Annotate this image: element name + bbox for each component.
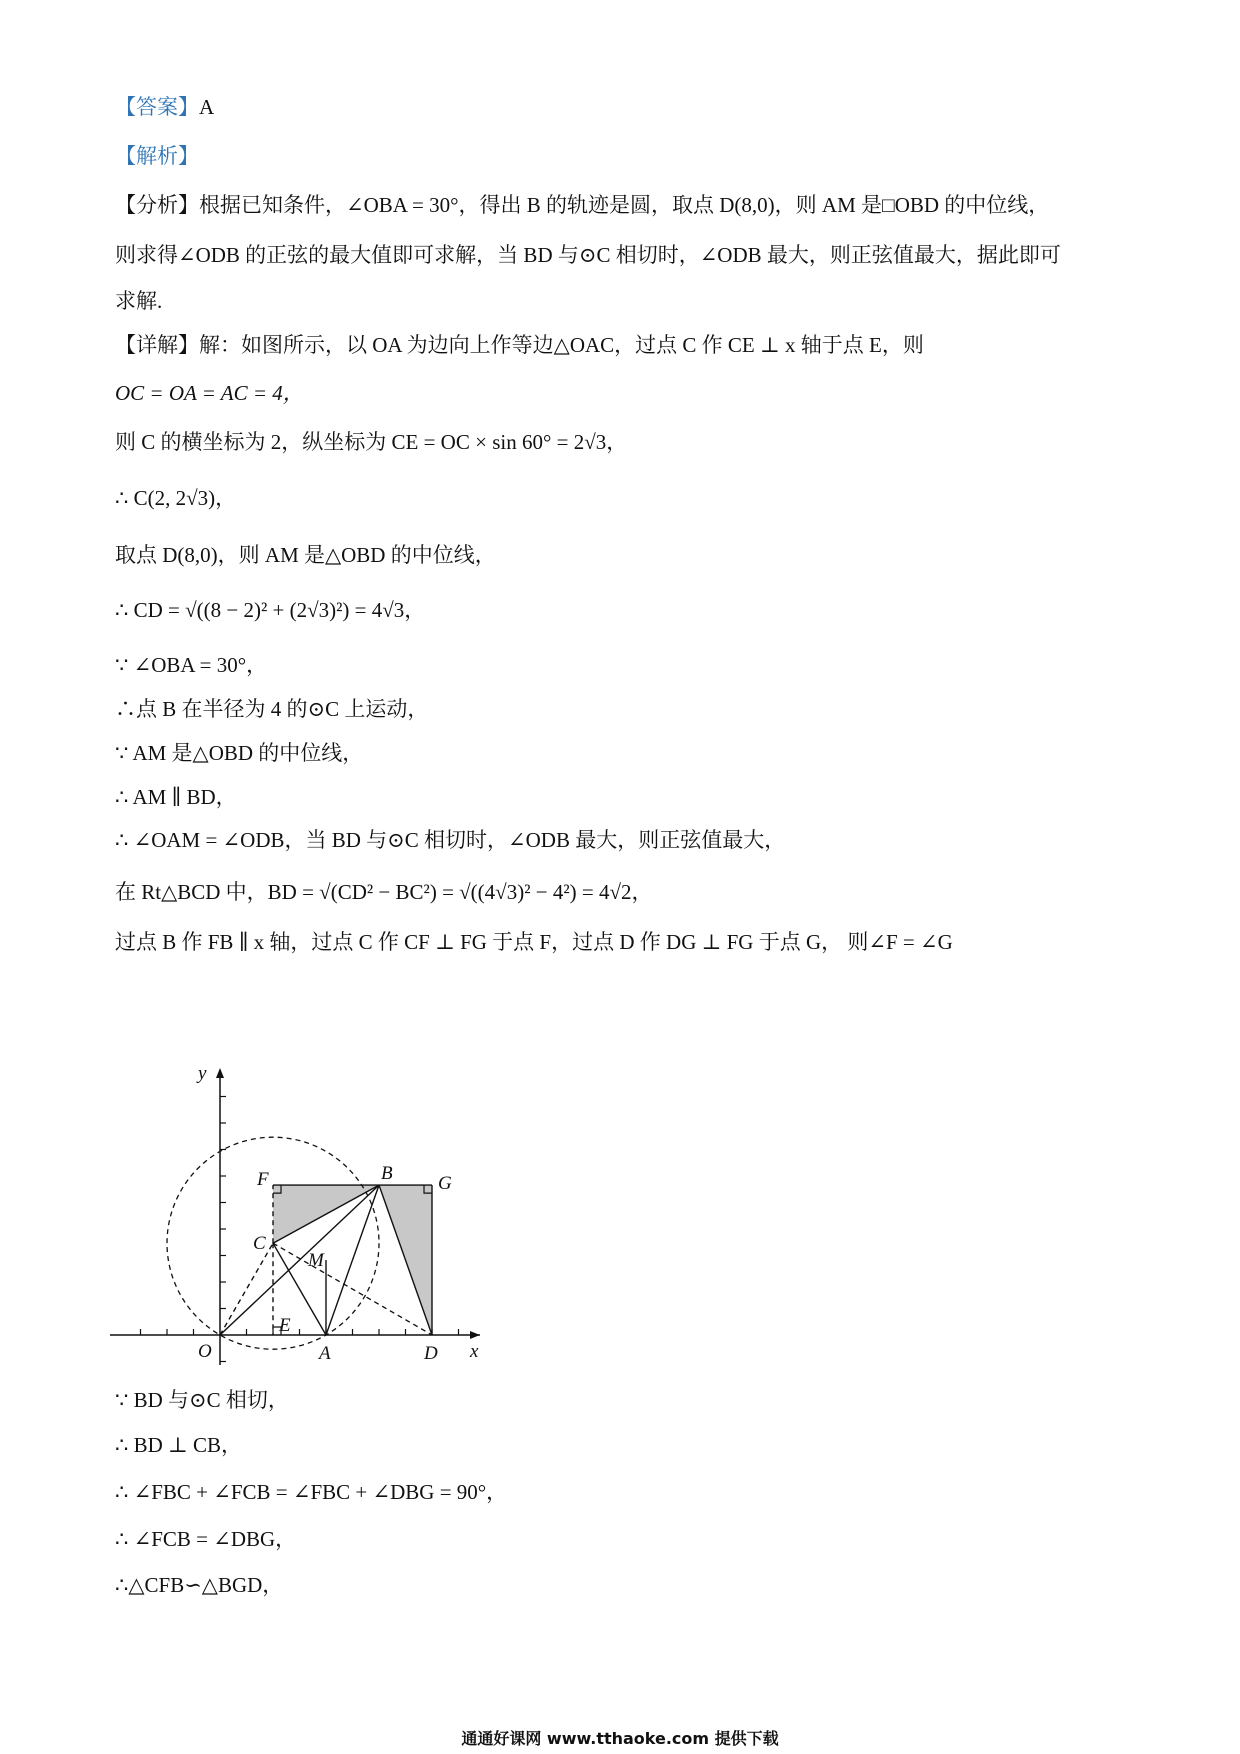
point-label-b: B bbox=[381, 1163, 393, 1185]
analysis-heading bbox=[115, 141, 199, 171]
step-line-8: ∵ AM 是△OBD 的中位线， bbox=[115, 741, 364, 765]
step-line-14: ∴ BD ⊥ CB， bbox=[115, 1433, 243, 1457]
fenxi-tag: 【分析】 bbox=[115, 193, 199, 217]
x-axis-arrow bbox=[470, 1331, 480, 1339]
footer-source: 通通好课网 www.tthaoke.com 提供下载 bbox=[461, 1729, 779, 1748]
point-label-a: A bbox=[319, 1343, 331, 1364]
fenxi-line-3: 求解. bbox=[115, 289, 163, 313]
point-label-m: M bbox=[308, 1250, 324, 1272]
fenxi-text-1: 根据已知条件，∠OBA = 30°，得出 B 的轨迹是圆，取点 D(8,0)，则 AM 是□OBD 的中位线， bbox=[199, 193, 1050, 217]
point-label-d: D bbox=[424, 1343, 438, 1364]
xiangjie-line-1 bbox=[115, 330, 924, 360]
analysis-tag: 【解析】 bbox=[115, 144, 199, 168]
step-line-4: 取点 D(8,0)，则 AM 是△OBD 的中位线， bbox=[115, 543, 496, 567]
step-line-6: ∵ ∠OBA = 30°， bbox=[115, 653, 268, 677]
xiangjie-text-1: 解：如图所示，以 OA 为边向上作等边△OAC，过点 C 作 CE ⊥ x 轴于点 E，则 bbox=[199, 333, 924, 357]
step-line-2: 则 C 的横坐标为 2，纵坐标为 CE = OC × sin 60° = 2√3， bbox=[115, 430, 628, 454]
point-label-e: E bbox=[279, 1315, 291, 1336]
step-line-5: ∴ CD = √((8 − 2)² + (2√3)²) = 4√3， bbox=[115, 598, 426, 622]
axis-label-y: y bbox=[198, 1065, 207, 1084]
step-line-7: ∴点 B 在半径为 4 的⊙C 上运动， bbox=[115, 697, 429, 721]
point-label-f: F bbox=[257, 1169, 269, 1191]
point-label-g: G bbox=[438, 1173, 452, 1195]
answer-value: A bbox=[199, 95, 215, 119]
answer-line bbox=[115, 92, 214, 122]
segment-oc bbox=[220, 1243, 273, 1335]
y-axis-arrow bbox=[216, 1068, 224, 1078]
fenxi-line-1 bbox=[115, 190, 1049, 220]
geometry-figure bbox=[110, 1065, 550, 1375]
step-line-9: ∴ AM ∥ BD， bbox=[115, 785, 237, 809]
step-line-16: ∴ ∠FCB = ∠DBG， bbox=[115, 1527, 297, 1551]
xiangjie-tag: 【详解】 bbox=[115, 333, 199, 357]
step-line-11: 在 Rt△BCD 中，BD = √(CD² − BC²) = √((4√3)² − 4²) = 4√2， bbox=[115, 880, 653, 904]
step-line-10: ∴ ∠OAM = ∠ODB，当 BD 与⊙C 相切时，∠ODB 最大，则正弦值最大， bbox=[115, 828, 786, 852]
step-line-12: 过点 B 作 FB ∥ x 轴，过点 C 作 CF ⊥ FG 于点 F，过点 D 作 DG ⊥ FG 于点 G， 则∠F = ∠G bbox=[115, 930, 953, 954]
step-line-1: OC = OA = AC = 4， bbox=[115, 381, 304, 405]
step-line-17: ∴△CFB∽△BGD， bbox=[115, 1573, 284, 1597]
step-line-15: ∴ ∠FBC + ∠FCB = ∠FBC + ∠DBG = 90°， bbox=[115, 1480, 508, 1504]
step-line-3: ∴ C(2, 2√3)， bbox=[115, 486, 237, 510]
point-label-c: C bbox=[253, 1233, 266, 1255]
step-line-13: ∵ BD 与⊙C 相切， bbox=[115, 1388, 289, 1412]
answer-tag: 【答案】 bbox=[115, 95, 199, 119]
fenxi-line-2: 则求得∠ODB 的正弦的最大值即可求解，当 BD 与⊙C 相切时，∠ODB 最大，则正弦值最大，据此即可 bbox=[115, 243, 1061, 267]
axis-label-x: x bbox=[470, 1341, 479, 1362]
point-label-o: O bbox=[198, 1341, 212, 1362]
